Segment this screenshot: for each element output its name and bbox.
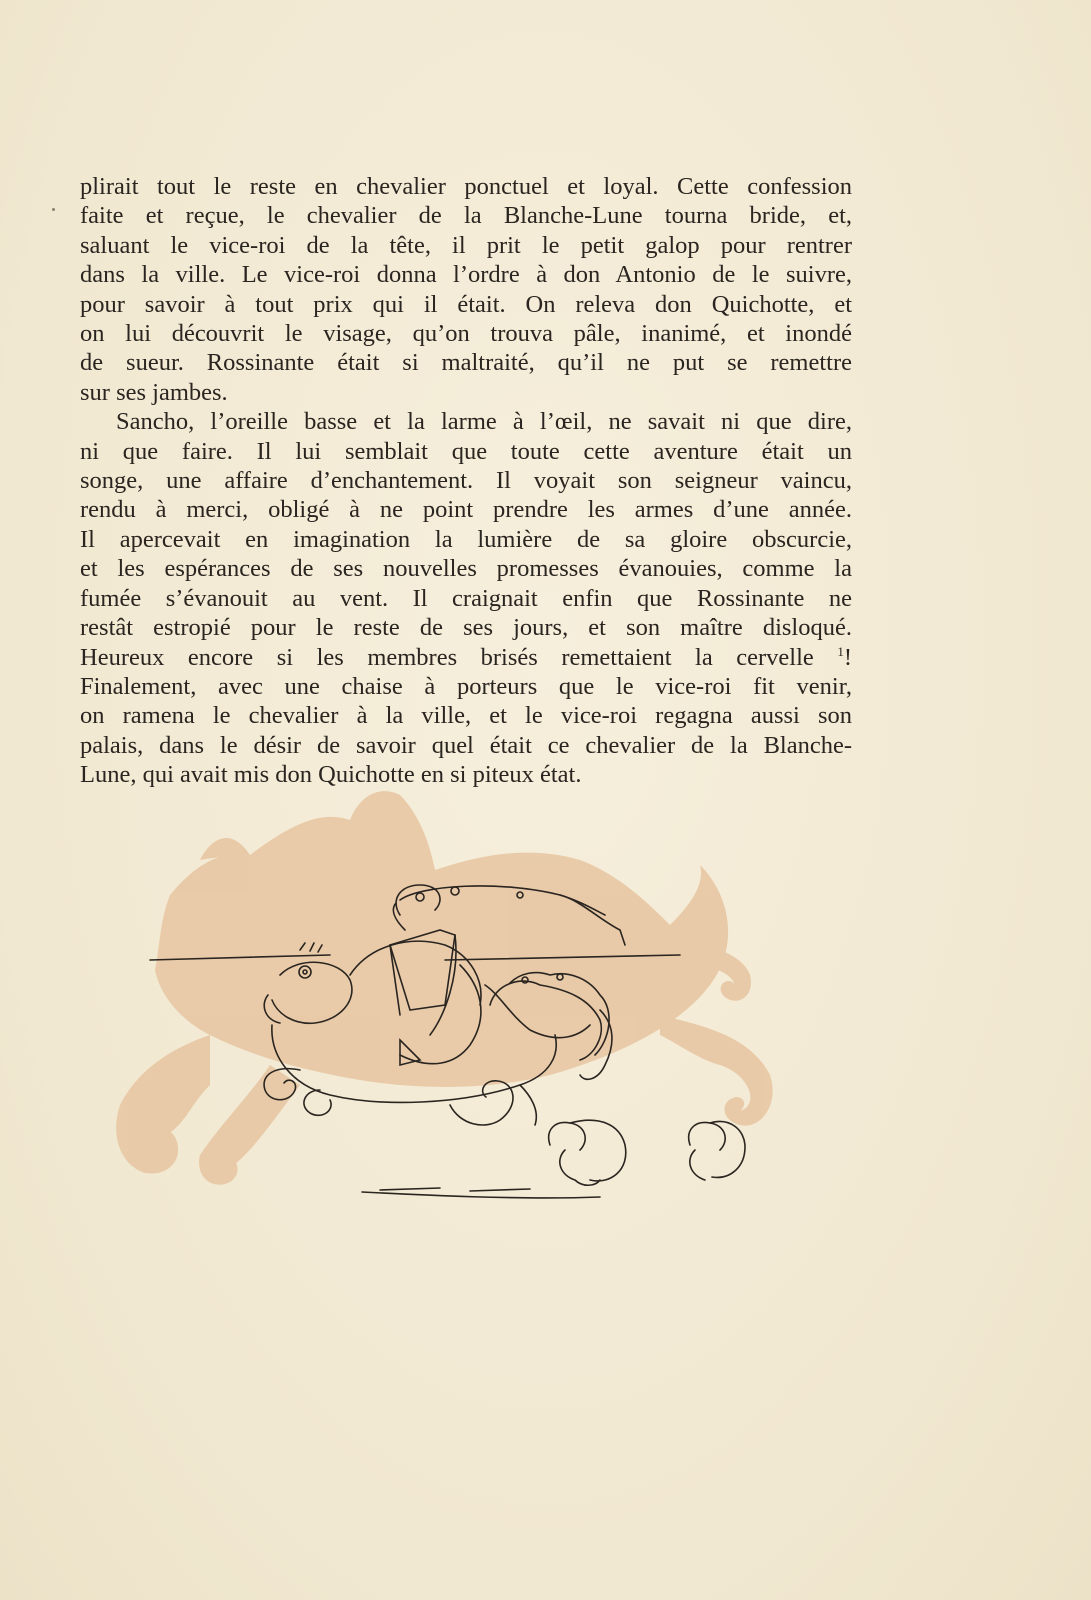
text-line: rendu à merci, obligé à ne point prendre les armes d’une année. [80,496,852,524]
footnote-tail: ! [843,643,852,671]
footnote-marker: 1 [837,643,844,659]
text-line: palais, dans le désir de savoir quel était ce chevalier de la Blanche- [80,731,852,759]
text-line: on lui découvrit le visage, qu’on trouva pâle, inanimé, et inondé [80,320,852,348]
text-line: Finalement, avec une chaise à porteurs que le vice-roi fit venir, [80,672,852,700]
text-line: on ramena le chevalier à la ville, et le vice-roi regagna aussi son [80,702,852,730]
text-line-with-footnote [80,643,852,672]
horse-silhouette [116,791,772,1185]
knight-on-horse-illustration-icon [100,785,800,1245]
line-text: Heureux encore si les membres brisés remettaient la cervelle [80,643,814,671]
text-line: dans la ville. Le vice-roi donna l’ordre à don Antonio de le suivre, [80,261,852,289]
body-text [80,172,852,790]
text-line: faite et reçue, le chevalier de la Blanche-Lune tourna bride, et, [80,202,852,230]
text-line: songe, une affaire d’enchantement. Il voyait son seigneur vaincu, [80,467,852,495]
text-line: et les espérances de ses nouvelles promesses évanouies, comme la [80,555,852,583]
text-line: saluant le vice-roi de la tête, il prit le petit galop pour rentrer [80,231,852,259]
text-line: pour savoir à tout prix qui il était. On releva don Quichotte, et [80,290,852,318]
text-line: fumée s’évanouit au vent. Il craignait enfin que Rossinante ne [80,584,852,612]
paragraph-2 [80,407,852,789]
text-line: Sancho, l’oreille basse et la larme à l’œil, ne savait ni que dire, [116,408,852,436]
text-line: plirait tout le reste en chevalier ponctuel et loyal. Cette confession [80,173,852,200]
ink-speck [52,208,55,211]
text-line: Lune, qui avait mis don Quichotte en si piteux état. [80,761,582,789]
text-line: Il apercevait en imagination la lumière de sa gloire obscurcie, [80,525,852,553]
text-line: de sueur. Rossinante était si maltraité, qu’il ne put se remettre [80,349,852,377]
paragraph-1 [80,172,852,407]
text-line: restât estropié pour le reste de ses jours, et son maître disloqué. [80,614,852,642]
text-line: sur ses jambes. [80,378,228,406]
text-line: ni que faire. Il lui semblait que toute cette aventure était un [80,437,852,465]
